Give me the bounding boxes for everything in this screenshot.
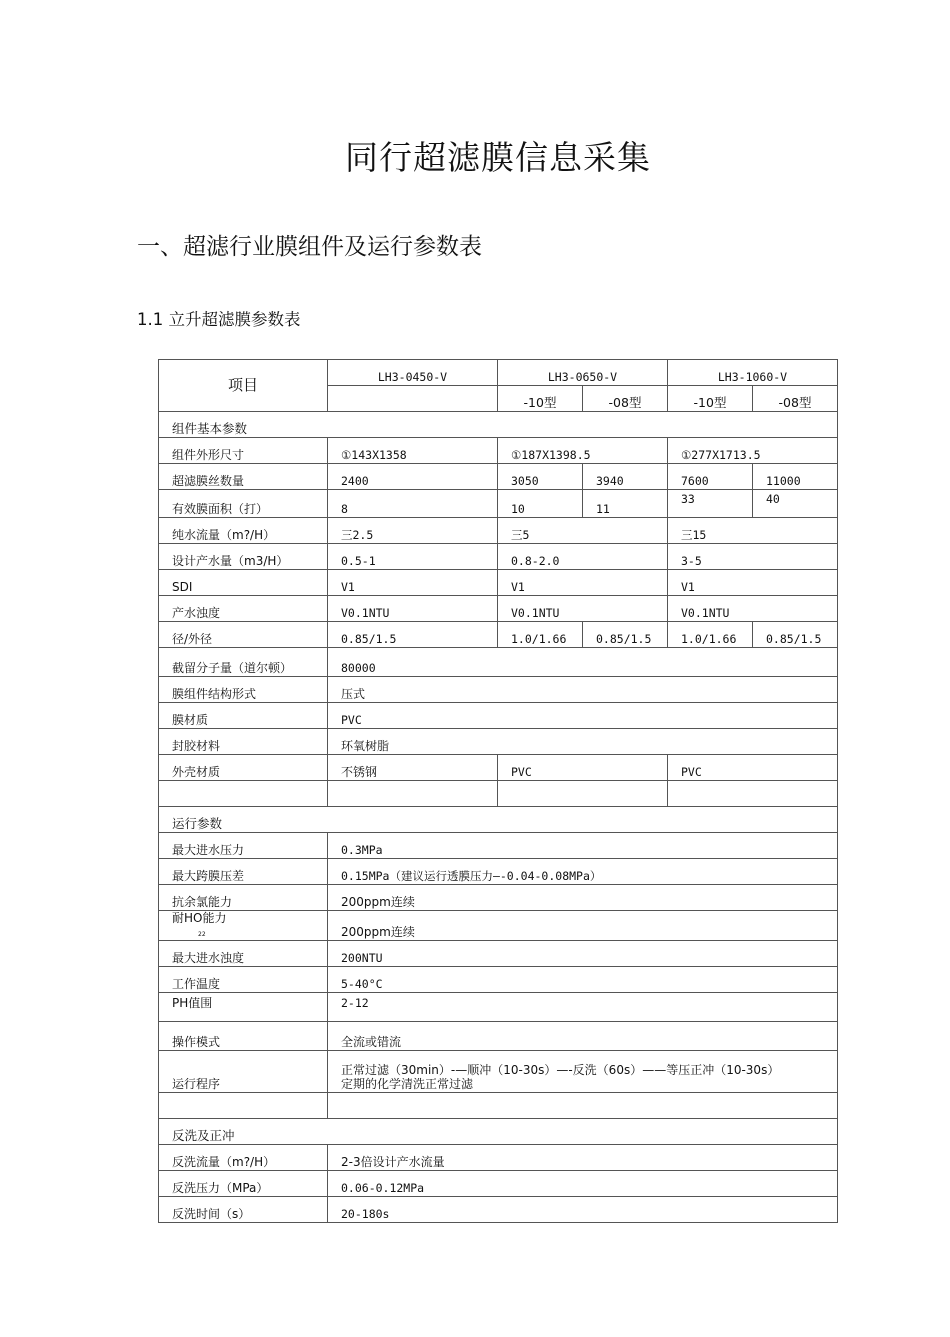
row-label: SDI: [159, 570, 328, 596]
section-operation-label: 运行参数: [159, 807, 838, 833]
row-label: 抗余氯能力: [159, 885, 328, 911]
cell-value: 三15: [668, 518, 838, 544]
row-label: 超滤膜丝数量: [159, 464, 328, 490]
cell-value: PVC: [498, 755, 668, 781]
cell-value: 5-40°C: [328, 967, 838, 993]
row-label: 反洗流量（m?/H）: [159, 1145, 328, 1171]
table-row-empty: [159, 781, 838, 807]
row-label: 有效膜面积（打）: [159, 490, 328, 518]
cell-value: V1: [328, 570, 498, 596]
cell-value: 10: [498, 490, 583, 518]
table-row: [159, 755, 838, 781]
h2o2-label: 耐HO能力: [172, 911, 227, 925]
cell-value: 200ppm连续: [328, 911, 838, 941]
table-row-empty: [159, 1093, 838, 1119]
cell-value: 2-12: [328, 993, 838, 1022]
row-label: 操作模式: [159, 1022, 328, 1051]
table-row: [159, 596, 838, 622]
row-label: 最大进水压力: [159, 833, 328, 859]
header-model-0450: LH3-0450-V: [328, 360, 498, 386]
table-row: [159, 1051, 838, 1093]
cell-value: 33: [668, 490, 753, 518]
empty-cell: [668, 781, 838, 807]
cell-value: 压式: [328, 677, 838, 703]
empty-cell: [328, 1093, 838, 1119]
row-label: 外壳材质: [159, 755, 328, 781]
row-label: 反洗压力（MPa）: [159, 1171, 328, 1197]
cell-value: 2-3倍设计产水流量: [328, 1145, 838, 1171]
table-row: [159, 570, 838, 596]
table-row: [159, 729, 838, 755]
row-label: 组件外形尺寸: [159, 438, 328, 464]
cell-value: 20-180s: [328, 1197, 838, 1223]
cell-value: V1: [498, 570, 668, 596]
program-line-1: 正常过滤（30min）-—顺冲（10-30s）—-反洗（60s）——等压正冲（10-30s）: [341, 1063, 780, 1077]
row-label: 径/外径: [159, 622, 328, 648]
empty-cell: [498, 781, 668, 807]
cell-value: 0.5-1: [328, 544, 498, 570]
table-row: [159, 885, 838, 911]
row-label: 产水浊度: [159, 596, 328, 622]
section-heading: 一、超滤行业膜组件及运行参数表: [137, 234, 482, 260]
table-header-row: [159, 360, 838, 386]
table-row: [159, 967, 838, 993]
cell-value: 11: [583, 490, 668, 518]
cell-value: [328, 1051, 838, 1093]
cell-value: 200ppm连续: [328, 885, 838, 911]
row-label: 最大跨膜压差: [159, 859, 328, 885]
program-line-2: 定期的化学清洗正常过滤: [341, 1077, 474, 1091]
table-row: [159, 544, 838, 570]
cell-value: V0.1NTU: [668, 596, 838, 622]
empty-cell: [159, 781, 328, 807]
cell-value: 0.85/1.5: [753, 622, 838, 648]
cell-value: PVC: [668, 755, 838, 781]
cell-value: 80000: [328, 648, 838, 677]
cell-value: ①187X1398.5: [498, 438, 668, 464]
row-label: 工作温度: [159, 967, 328, 993]
header-model-0650: LH3-0650-V: [498, 360, 668, 386]
section-row-basic: [159, 412, 838, 438]
table-row: [159, 622, 838, 648]
cell-value: 2400: [328, 464, 498, 490]
cell-value: ①143X1358: [328, 438, 498, 464]
cell-value: 环氧树脂: [328, 729, 838, 755]
section-row-operation: [159, 807, 838, 833]
cell-value: 三2.5: [328, 518, 498, 544]
table-row: [159, 438, 838, 464]
header-1060-10: -10型: [668, 386, 753, 412]
cell-value: ①277X1713.5: [668, 438, 838, 464]
document-title: 同行超滤膜信息采集: [345, 138, 651, 177]
empty-cell: [159, 1093, 328, 1119]
subsection-heading: 1.1 立升超滤膜参数表: [137, 310, 301, 329]
section-row-backwash: [159, 1119, 838, 1145]
cell-value: 1.0/1.66: [498, 622, 583, 648]
cell-value: 200NTU: [328, 941, 838, 967]
table-row: [159, 1145, 838, 1171]
table-row: [159, 833, 838, 859]
table-row: [159, 1197, 838, 1223]
cell-value: 0.3MPa: [328, 833, 838, 859]
row-label: 运行程序: [159, 1051, 328, 1093]
row-label: PH值围: [159, 993, 328, 1022]
table-row: [159, 518, 838, 544]
cell-value: 1.0/1.66: [668, 622, 753, 648]
table-row: [159, 941, 838, 967]
table-row: [159, 464, 838, 490]
section-basic-label: 组件基本参数: [159, 412, 838, 438]
header-0650-08: -08型: [583, 386, 668, 412]
empty-cell: [328, 781, 498, 807]
table-row: [159, 648, 838, 677]
header-item: 项目: [159, 360, 328, 412]
row-label: [159, 911, 328, 941]
cell-value: 40: [753, 490, 838, 518]
parameter-table: [158, 359, 838, 1223]
table-row: [159, 677, 838, 703]
cell-value: 0.85/1.5: [583, 622, 668, 648]
row-label: 截留分子量（道尔顿）: [159, 648, 328, 677]
table-row: [159, 490, 838, 518]
h2o2-subscript: 22: [198, 931, 206, 938]
cell-value: 不锈钢: [328, 755, 498, 781]
header-0650-10: -10型: [498, 386, 583, 412]
row-label: 膜材质: [159, 703, 328, 729]
row-label: 最大进水浊度: [159, 941, 328, 967]
cell-value: 3-5: [668, 544, 838, 570]
table-row: [159, 859, 838, 885]
row-label: 反洗时间（s）: [159, 1197, 328, 1223]
cell-value: 8: [328, 490, 498, 518]
row-label: 纯水流量（m?/H）: [159, 518, 328, 544]
cell-value: 3050: [498, 464, 583, 490]
row-label: 封胶材料: [159, 729, 328, 755]
table-row: [159, 993, 838, 1022]
cell-value: 7600: [668, 464, 753, 490]
cell-value: 0.06-0.12MPa: [328, 1171, 838, 1197]
cell-value: V0.1NTU: [498, 596, 668, 622]
cell-value: 全流或错流: [328, 1022, 838, 1051]
cell-value: 0.15MPa（建议运行透膜压力—-0.04-0.08MPa）: [328, 859, 838, 885]
cell-value: 0.85/1.5: [328, 622, 498, 648]
header-sub-empty: [328, 386, 498, 412]
table-row: [159, 1171, 838, 1197]
table-row: [159, 703, 838, 729]
header-1060-08: -08型: [753, 386, 838, 412]
row-label: 设计产水量（m3/H）: [159, 544, 328, 570]
table-row: [159, 1022, 838, 1051]
cell-value: 11000: [753, 464, 838, 490]
section-backwash-label: 反洗及正冲: [159, 1119, 838, 1145]
row-label: 膜组件结构形式: [159, 677, 328, 703]
cell-value: V1: [668, 570, 838, 596]
header-model-1060: LH3-1060-V: [668, 360, 838, 386]
cell-value: 3940: [583, 464, 668, 490]
cell-value: PVC: [328, 703, 838, 729]
cell-value: 0.8-2.0: [498, 544, 668, 570]
cell-value: V0.1NTU: [328, 596, 498, 622]
cell-value: 三5: [498, 518, 668, 544]
table-row: [159, 911, 838, 941]
